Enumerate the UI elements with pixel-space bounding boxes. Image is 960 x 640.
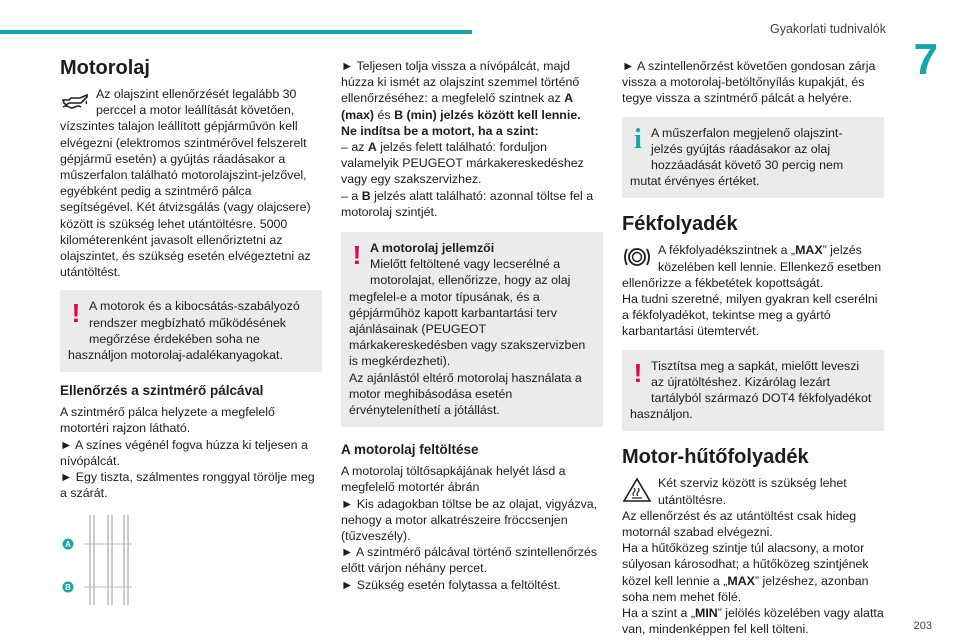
oil-intro: [60, 86, 322, 280]
coolant-p3-pre: Ha a hűtőközeg szintje túl alacsony, a motor súlyosan károsodhat; a hűtőközeg szintjének közel kell lennie a „: [622, 541, 869, 588]
warning-exclamation-icon: !: [352, 240, 362, 271]
coolant-p2: Az ellenőrzést és az utántöltést csak hideg motornál szabad elvégezni.: [622, 508, 857, 540]
coolant-p1: Két szerviz között is szükség lehet utántöltésre.: [658, 476, 847, 507]
topup-p2: ► Kis adagokban töltse be az olajat, vigyázva, nehogy a motor alkatrészeire fröccsenjen (tűzveszély).: [341, 496, 598, 544]
subheading-dipstick-check: Ellenőrzés a szintmérő pálcával: [60, 383, 264, 399]
page-number: 203: [913, 620, 932, 632]
info-text: A műszerfalon megjelenő olajszint-jelzés gyújtás ráadásakor az olaj hozzáadását követő 30 percig nem mutat érvényes értéket.: [630, 125, 844, 189]
topup-p3: ► A szintmérő pálcával történő szintellenőrzés előtt várjon néhány percet.: [341, 545, 598, 576]
dipstick-illustration: [60, 515, 322, 605]
info-icon: i: [634, 123, 642, 155]
column-1: [60, 56, 322, 605]
brake-intro-text: [622, 242, 884, 291]
below-b-text: jelzés alatt található: azonnal töltse fel a motorolaj szintjét.: [341, 188, 594, 219]
close-cap-paragraph: ► A szintellenőrzést követően gondosan zárja vissza a motorolaj-betöltőnyílás kupakját, és tegye vissza a szintmérő pálcát a helyére.: [622, 59, 876, 106]
warning-text-2: Az ajánlástól eltérő motorolaj használata a motor meghibásodása esetén érvényteleníthetí a jótállást.: [349, 370, 582, 418]
topup-p1: A motorolaj töltősapkájának helyét lásd a megfelelő motortér ábrán: [341, 464, 566, 495]
section-heading-brake-fluid: Fékfolyadék: [622, 213, 738, 236]
coolant-min-mark: MIN: [695, 606, 718, 621]
level-b-min: B (min) jelzés között kell lennie.: [394, 107, 581, 122]
oil-intro-text: Az olajszint ellenőrzését legalább 30 perccel a motor leállítását követően, vízszintes talajon leállított gépjárművön kell elvégezni (elektromos szintmérővel felszerelt gépjármű esetén) a gyújtás ráadásakor a műszerfalon található motorolajszint-jelzővel, egyébként pedig a szintmérő pálca segítségével. Két átvizsgálás (vagy olajcsere) között is szükség lehet utántöltésre. 5000 kilométerenként javasolt ellenőriztetni az olajszintet, és szükség esetén elvégeztetni az utántöltést.: [60, 87, 311, 280]
chapter-number: 7: [913, 35, 938, 84]
do-not-start-heading: Ne indítsa be a motort, ha a szint:: [341, 123, 539, 138]
coolant-hot-warning-icon: [622, 476, 652, 504]
coolant-p4-post: ” jelölés közelében vagy alatta van, mindenképpen fel kell tölteni.: [622, 606, 884, 637]
level-below-b: [341, 188, 603, 220]
label-b: B: [65, 583, 71, 593]
chapter-title: Gyakorlati tudnivalók: [769, 22, 886, 36]
warning-box-brake: [622, 350, 884, 432]
column-3: [622, 58, 884, 637]
oil-can-icon: [60, 87, 90, 115]
level-above-a: [341, 139, 603, 188]
warning-exclamation-icon: !: [633, 357, 643, 388]
column-2: [341, 58, 603, 593]
header-accent-bar: [0, 30, 472, 34]
level-and: és: [377, 107, 391, 122]
coolant-p3: [622, 540, 884, 605]
brake-intro-post: ” jelzés közelében kell lennie. Ellenkező esetben ellenőrizze a fékbetétek kopottságát.: [622, 243, 882, 290]
dipstick-p3: ► Egy tiszta, szálmentes ronggyal törölje meg a szárát.: [60, 470, 315, 501]
warning-text: Mielőtt feltöltené vagy lecserélné a motorolajat, ellenőrizze, hogy az olaj megfelel-e a motor típusának, és a gépjárműhöz kapott karbantartási terv ajánlásainak (PEUGEOT márkakereskedésben vagy szakszervizben is megkérdezheti).: [349, 257, 586, 369]
brake-intro-pre: A fékfolyadékszintnek a „: [658, 243, 796, 258]
mark-a: A: [367, 140, 377, 155]
mark-b: B: [361, 188, 371, 203]
section-heading-engine-oil: Motorolaj: [60, 57, 150, 79]
warning-title: A motorolaj jellemzői: [370, 241, 495, 256]
warning-exclamation-icon: !: [71, 298, 81, 329]
warning-text: A motorok és a kibocsátás-szabályozó rendszer megbízható működésének megőrzése érdekében soha ne használjon motorolaj-adalékanyagokat.: [68, 299, 300, 363]
level-check-text: ► Teljesen tolja vissza a nívópálcát, majd húzza ki ismét az olajszint szemmel történő ellenőrzéséhez: a megfelelő szintnek az: [341, 59, 580, 106]
label-a: A: [65, 540, 71, 550]
coolant-p3-post: ” jelzéshez, azonban soha nem mehet fölé.: [622, 573, 869, 604]
coolant-max-mark: MAX: [727, 573, 755, 588]
warning-box-oil-specs: [341, 232, 603, 427]
section-heading-coolant: Motor-hűtőfolyadék: [622, 446, 809, 469]
subheading-oil-topup: A motorolaj feltöltése: [341, 442, 479, 458]
above-a-text: jelzés felett található: forduljon valamelyik PEUGEOT márkakereskedéshez vagy egy szakszervizhez.: [341, 140, 584, 187]
coolant-p4-pre: Ha a szint a „: [622, 606, 695, 621]
dash-text: – a: [341, 188, 359, 203]
level-a-max: A (max): [341, 91, 573, 122]
level-check-paragraph: [341, 58, 603, 123]
topup-p4: ► Szükség esetén folytassa a feltöltést.: [341, 577, 561, 592]
dipstick-p2: ► A színes végénél fogva húzza ki teljesen a nívópálcát.: [60, 437, 308, 468]
brake-max-mark: MAX: [795, 243, 823, 258]
info-box-oil-indicator: [622, 117, 884, 199]
brake-p2: Ha tudni szeretné, milyen gyakran kell cserélni a fékfolyadékot, tekintse meg a gyártó karbantartási ütemtervét.: [622, 292, 878, 339]
brake-warning-icon: [622, 243, 652, 271]
dipstick-p1: A szintmérő pálca helyzete a megfelelő motortéri rajzon látható.: [60, 405, 275, 436]
coolant-intro: [622, 475, 884, 507]
warning-text: Tisztítsa meg a sapkát, mielőtt leveszi az újratöltéshez. Kizárólag lezárt tartályból származó DOT4 fékfolyadékot használjon.: [630, 358, 872, 422]
dash-text: – az: [341, 140, 365, 155]
coolant-p4: [622, 605, 884, 637]
warning-box-additives: [60, 290, 322, 372]
brake-intro: [622, 242, 884, 291]
